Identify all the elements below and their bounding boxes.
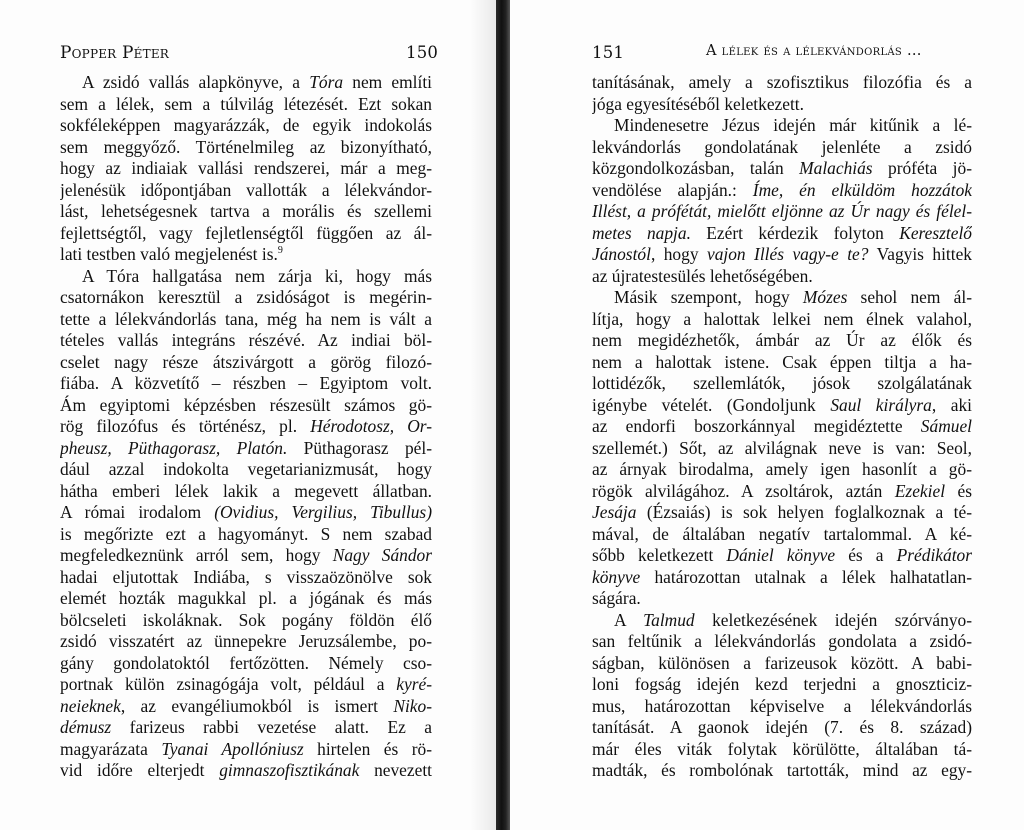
text-line: metes napja. Ezért kérdezik folyton Keresztelő [592,222,972,243]
running-head: Popper Péter [60,43,170,63]
text-line: elemét hozták magukkal pl. a jógának és más [60,588,432,608]
gutter-shadow [470,0,496,830]
text-line: közgondolkozásban, talán Malachiás próféta jö- [592,158,972,178]
text-line: rög filozófus és történész, pl. Hérodotosz, Or- [60,416,432,436]
text-line: démusz farizeus rabbi vezetése alatt. Ez a [60,717,432,737]
text-line: jelenésük időpontjában vallották a lélekvándor- [60,179,432,200]
text-line: tette a lélekvándorlás tana, még ha nem is vált a [60,308,432,329]
body-text [60,72,432,782]
text-line: san feltűnik a lélekvándorlás gondolata a zsidó- [592,631,972,651]
text-line: cselet nagy része átszivárgott a görög filozó- [60,351,432,372]
text-line: ságára. [592,588,641,608]
text-line: Jánostól, hogy vajon Illés vagy-e te? Vagyis hittek [592,244,972,264]
text-line: A római irodalom (Ovidius, Vergilius, Tibullus) [60,502,432,522]
text-line: hadai eljutottak Indiába, s visszaözönölve sok [60,566,432,587]
text-line: nem a halottak istene. Csak éppen tiltja a ha- [592,351,972,372]
text-line: tételes vallás integráns részévé. Az indiai böl- [60,330,432,350]
text-line: lati testben való megjelenést is.$^9$ [60,244,283,264]
page-number: 150 [406,43,439,62]
text-line: Jesája (Ézsaiás) is sok helyen foglalkoznak a té- [592,502,972,522]
running-head: A lélek és a lélekvándorlás ... [706,43,922,59]
text-line: magyarázata Tyanai Apollóniusz hirtelen és rö- [60,738,432,759]
text-line: sem a lélek, sem a túlvilág létezését. Ezt sokan [60,93,432,114]
text-line: szellemét.) Sőt, az alvilágnak neve is van: Seol, [592,437,972,458]
text-line: A Talmud keletkezésének idején szórványo- [614,609,972,630]
text-line: A zsidó vallás alapkönyve, a Tóra nem említi [82,72,432,92]
text-line: is megőrizte ezt a hagyományt. S nem szabad [60,523,432,544]
text-line: Mindenesetre Jézus idején már kitűnik a lé- [614,115,972,135]
text-line: neieknek, az evangéliumokból is ismert Niko- [60,695,432,716]
text-line: lást, lehetségesnek tartva a morális és szellemi [60,201,432,221]
text-line: bölcseleti iskoláknak. Sok pogány földön élő [60,609,432,630]
text-line: gány gondolatoktól fertőzötten. Némely cso- [60,652,432,673]
text-line: Illést, a prófétát, mielőtt eljönne az Úr nagy és félel- [592,201,972,221]
text-line: zsidó visszatért az ünnepekre Jeruzsálembe, po- [60,631,432,651]
text-line: vendölése alapján.: Íme, én elküldöm hozzátok [592,179,972,200]
text-line: lottidézők, szellemlátók, jósok szolgálatának [592,373,972,393]
text-line: megfeledkeznünk arról sem, hogy Nagy Sándor [60,545,432,565]
text-line: sem meggyőző. Történelmileg az bizonyítható, [60,136,432,157]
text-line: mával, de általában negatív tartalommal. A ké- [592,523,972,544]
text-line: már éles viták folytak körülötte, általában tá- [592,738,972,759]
text-line: Ám egyiptomi képzésben részesült számos gö- [60,394,432,415]
text-line: nem megidézhetők, ámbár az Úr az élők és [592,330,972,350]
text-line: lekvándorlás gondolatának jelenléte a zsidó [592,136,972,157]
text-line: tanításának, amely a szofisztikus filozófia és a [592,72,972,92]
text-line: loni fogság idején kezd terjedni a gnoszticiz- [592,674,972,694]
text-line: madták, és rombolónak tartották, mind az egy- [592,760,972,780]
text-line: az árnyak birodalma, amely igen hasonlít a gö- [592,459,972,479]
text-line: igénybe vételét. (Gondoljunk Saul királyra, aki [592,394,972,415]
text-line: pheusz, Püthagorasz, Platón. Püthagorasz pél- [60,437,432,458]
text-line: az endorfi boszorkánnyal megidéztette Sámuel [592,416,972,436]
text-line: könyve határozottan utalnak a lélek halhatatlan- [592,566,972,587]
text-line: sőbb keletkezett Dániel könyve és a Prédikátor [592,545,972,565]
right-page [510,0,1024,830]
text-line: lítja, hogy a halottak lelkei nem élnek valahol, [592,308,972,329]
text-line: portnak külön zsinagógája volt, például a kyré- [60,674,432,694]
text-line: ságban, különösen a farizeusok között. A babi- [592,652,972,673]
text-line: csatornákon keresztül a zsidóságot is megérin- [60,287,432,307]
text-line: az újratestesülés lehetőségében. [592,265,813,286]
book-gutter [496,0,510,830]
text-line: fejlettségtől, vagy fejletlenségtől függően az ál- [60,222,432,243]
text-line: A Tóra hallgatása nem zárja ki, hogy más [82,265,432,286]
text-line: vid időre elterjedt gimnaszofisztikának nevezett [60,760,432,780]
text-line: hátha emberi lélek lakik a megevett állatban. [60,480,432,501]
text-line: dául azzal indokolta vegetarianizmusát, hogy [60,459,432,479]
text-line: tanítását. A gaonok idején (7. és 8. század) [592,717,972,737]
text-line: hogy az indiaiak vallási rendszerei, már a meg- [60,158,432,178]
text-line: Másik szempont, hogy Mózes sehol nem ál- [614,287,972,307]
text-line: sokféleképpen magyarázzák, de egyik indokolás [60,115,432,135]
text-line: jóga egyesítéséből keletkezett. [592,93,804,114]
page-number: 151 [592,43,625,62]
text-line: mus, határozottan képviselve a lélekvándorlás [592,695,972,716]
left-page [0,0,506,830]
text-line: rögök alvilágához. A zsoltárok, aztán Ezekiel és [592,480,972,501]
body-text [592,72,972,782]
text-line: fiába. A közvetítő – részben – Egyiptom volt. [60,373,432,393]
